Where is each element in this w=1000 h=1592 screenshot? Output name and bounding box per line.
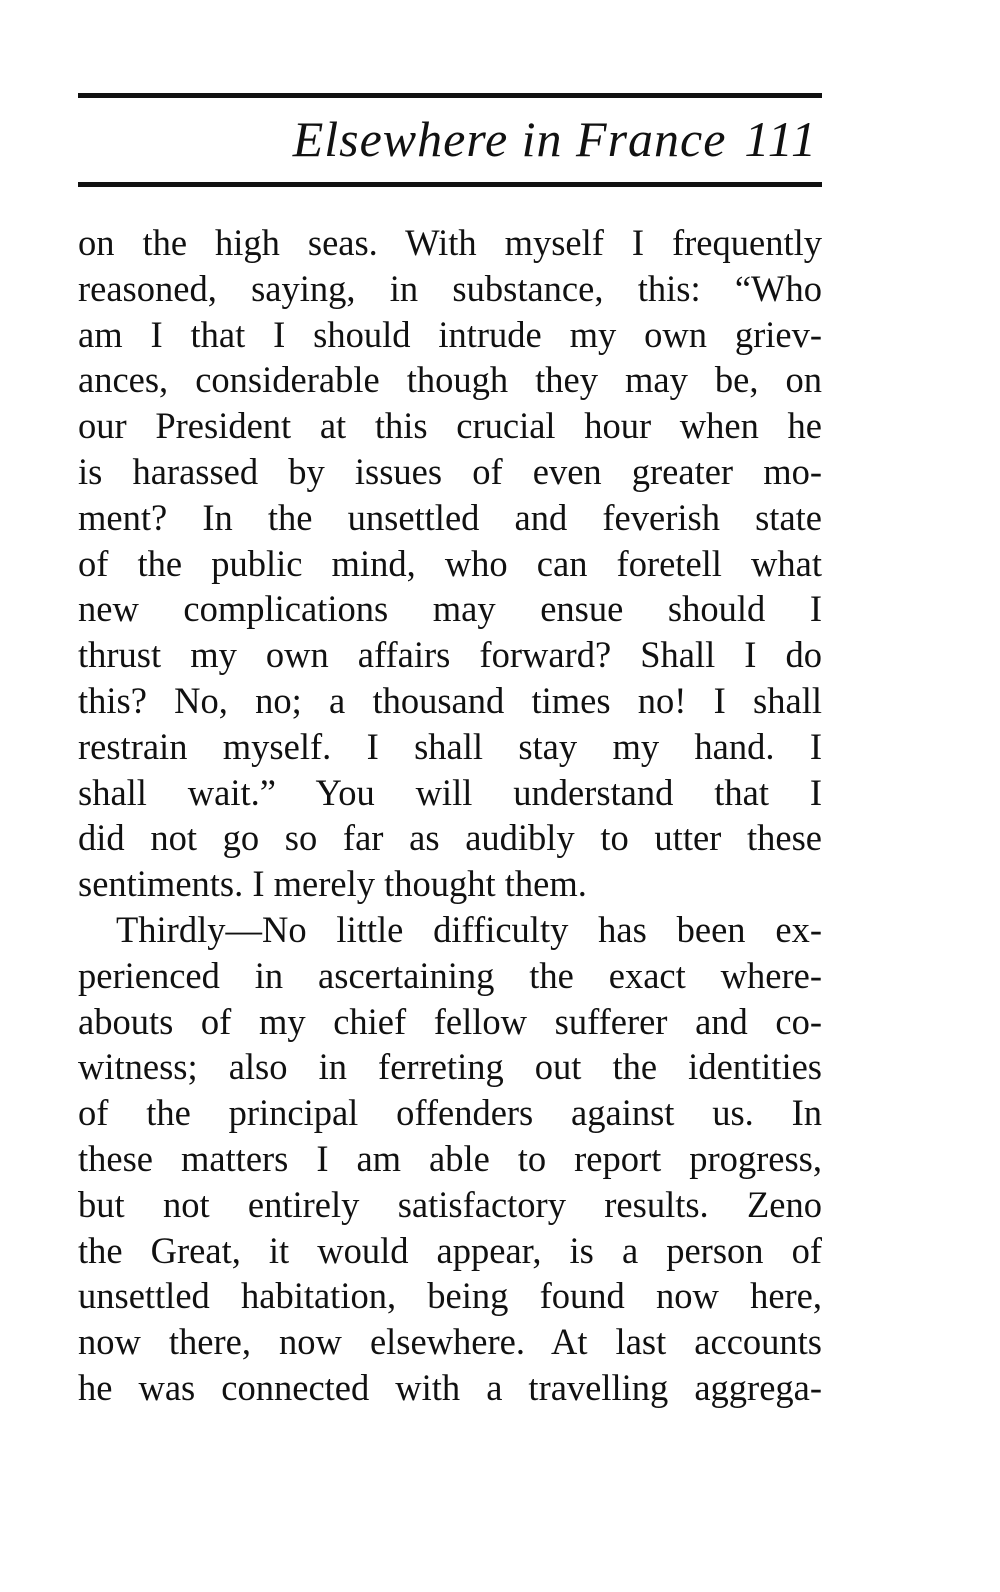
text-line: of the principal offenders against us. In xyxy=(78,1092,822,1134)
header-bottom-rule xyxy=(78,182,822,187)
text-line: thrust my own affairs forward? Shall I do xyxy=(78,634,822,676)
text-line: Thirdly—No little difficulty has been ex- xyxy=(116,908,822,950)
text-line: new complications may ensue should I xyxy=(78,588,822,630)
text-line: is harassed by issues of even greater mo- xyxy=(78,450,822,492)
paragraph-2 xyxy=(78,907,822,1411)
text-line: ment? In the unsettled and feverish state xyxy=(78,496,822,538)
text-line: he was connected with a travelling aggrega- xyxy=(78,1366,822,1408)
text-line: ances, considerable though they may be, on xyxy=(78,359,822,401)
paragraph-1 xyxy=(78,220,822,907)
text-line: these matters I am able to report progress, xyxy=(78,1137,822,1179)
text-line: our President at this crucial hour when he xyxy=(78,405,822,447)
text-line: on the high seas. With myself I frequently xyxy=(78,222,822,263)
text-line: perienced in ascertaining the exact where- xyxy=(78,954,822,996)
text-line: the Great, it would appear, is a person of xyxy=(78,1229,822,1271)
text-line: witness; also in ferreting out the identities xyxy=(78,1046,822,1088)
text-line: did not go so far as audibly to utter these xyxy=(78,817,822,859)
text-line: abouts of my chief fellow sufferer and co- xyxy=(78,1000,822,1042)
chapter-title: Elsewhere in France xyxy=(292,111,727,167)
text-line: but not entirely satisfactory results. Zeno xyxy=(78,1183,822,1225)
book-page xyxy=(78,0,822,1592)
text-line: of the public mind, who can foretell what xyxy=(78,542,822,584)
body-text xyxy=(78,220,822,1411)
text-line: shall wait.” You will understand that I xyxy=(78,771,822,813)
text-line: this? No, no; a thousand times no! I shall xyxy=(78,679,822,721)
text-line: reasoned, saying, in substance, this: “Who xyxy=(78,267,822,309)
page-number: 111 xyxy=(744,111,818,167)
text-line: unsettled habitation, being found now here, xyxy=(78,1275,822,1317)
running-header xyxy=(293,103,818,175)
text-line: now there, now elsewhere. At last accounts xyxy=(78,1321,822,1363)
text-line: am I that I should intrude my own griev- xyxy=(78,313,822,355)
header-top-rule xyxy=(78,93,822,98)
text-line: sentiments. I merely thought them. xyxy=(78,863,587,905)
text-line: restrain myself. I shall stay my hand. I xyxy=(78,725,822,767)
